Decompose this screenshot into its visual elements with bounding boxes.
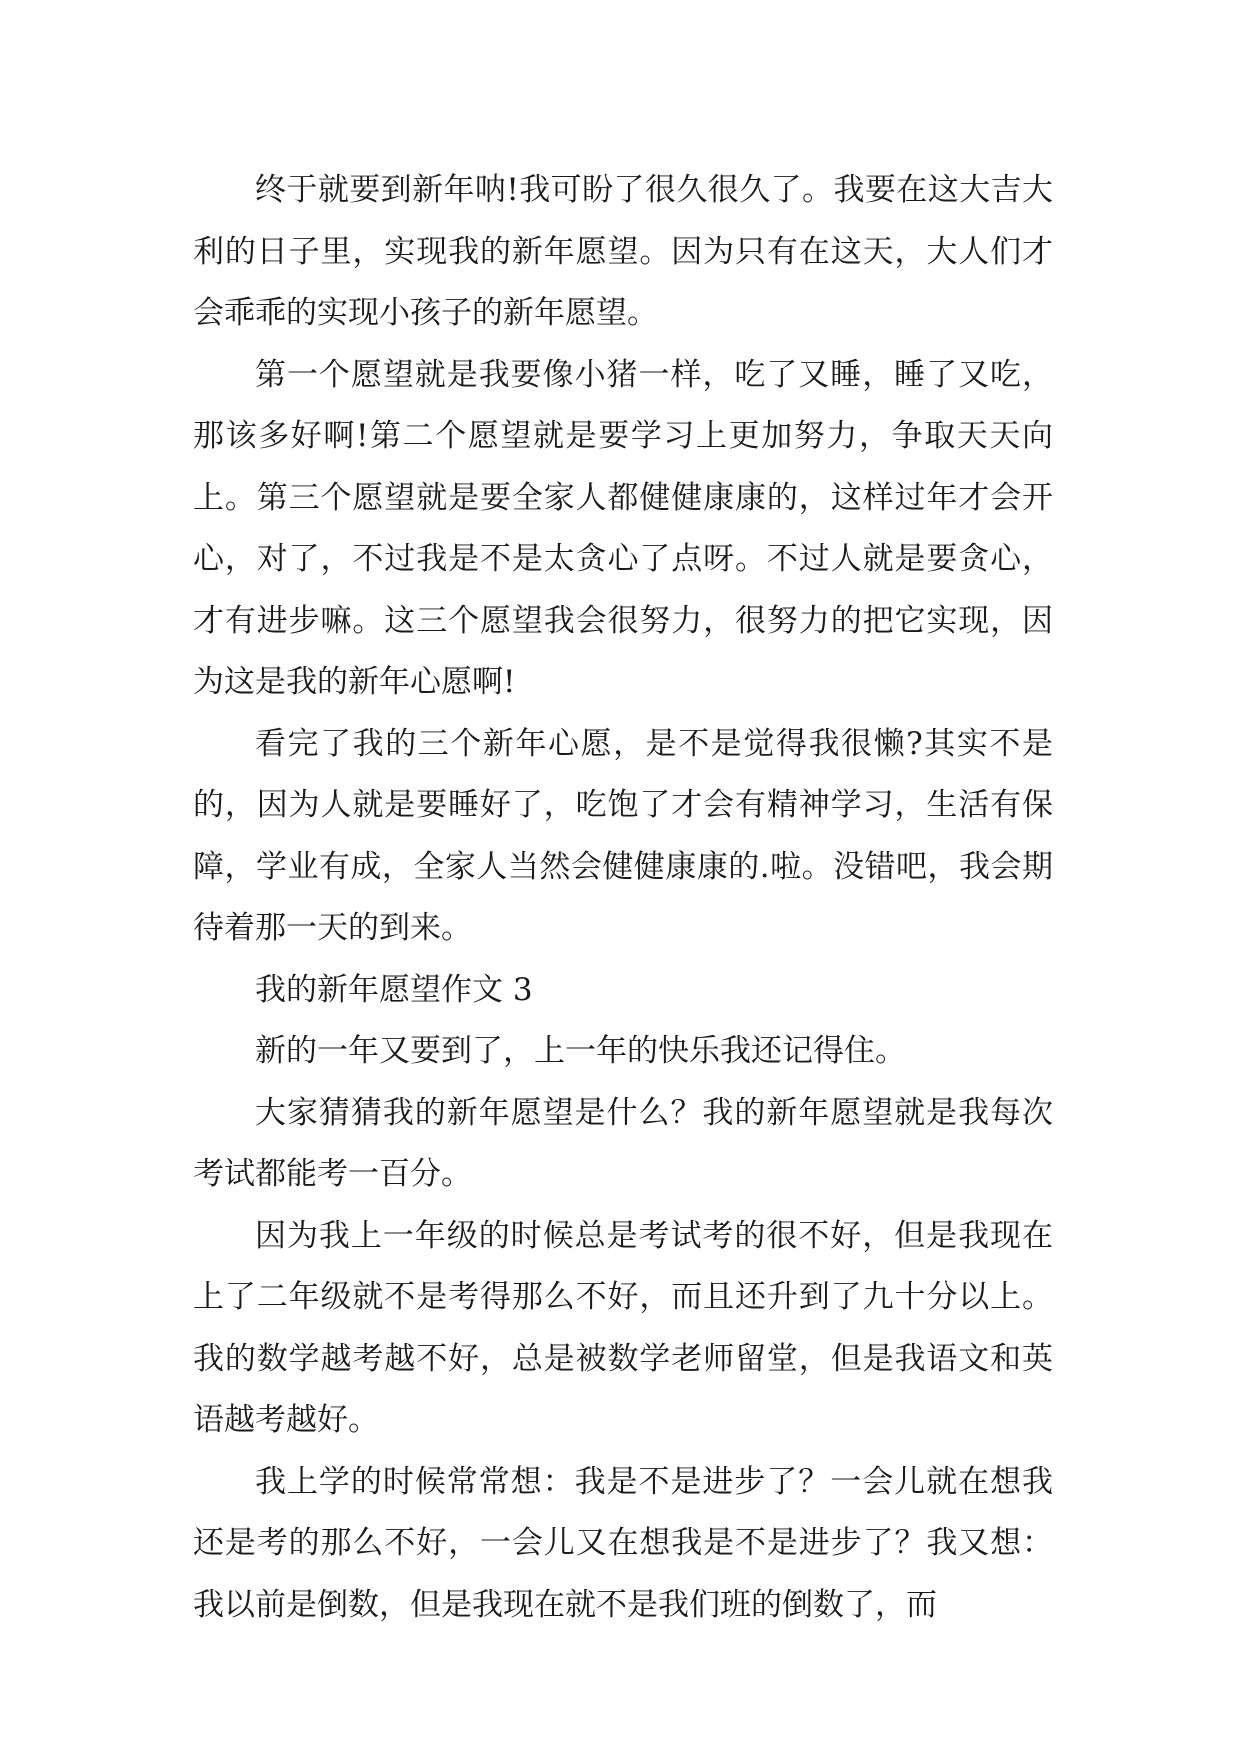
section-heading: 我的新年愿望作文 3 xyxy=(255,971,533,1008)
paragraph: 第一个愿望就是我要像小猪一样，吃了又睡，睡了又吃，那该多好啊!第二个愿望就是要学习上更加努力，争取天天向上。第三个愿望就是要全家人都健健康康的，这样过年才会开心，对了，不过我是不是太贪心了点呀。不过人就是要贪心，才有进步嘛。这三个愿望我会很努力，很努力的把它实现，因为这是我的新年心愿啊! xyxy=(193,356,1053,700)
document-body xyxy=(193,160,1053,1636)
paragraph: 新的一年又要到了，上一年的快乐我还记得住。 xyxy=(255,1033,906,1069)
paragraph: 看完了我的三个新年心愿，是不是觉得我很懒?其实不是的，因为人就是要睡好了，吃饱了才会有精神学习，生活有保障，学业有成，全家人当然会健健康康的.啦。没错吧，我会期待着那一天的到来。 xyxy=(193,725,1053,946)
paragraph: 终于就要到新年呐!我可盼了很久很久了。我要在这大吉大利的日子里，实现我的新年愿望。因为只有在这天，大人们才会乖乖的实现小孩子的新年愿望。 xyxy=(193,172,1053,331)
paragraph: 大家猜猜我的新年愿望是什么？我的新年愿望就是我每次考试都能考一百分。 xyxy=(193,1094,1053,1192)
paragraph: 因为我上一年级的时候总是考试考的很不好，但是我现在上了二年级就不是考得那么不好，而且还升到了九十分以上。我的数学越考越不好，总是被数学老师留堂，但是我语文和英语越考越好。 xyxy=(193,1217,1053,1438)
paragraph: 我上学的时候常常想：我是不是进步了？一会儿就在想我还是考的那么不好，一会儿又在想我是不是进步了？我又想：我以前是倒数，但是我现在就不是我们班的倒数了，而 xyxy=(193,1463,1053,1623)
